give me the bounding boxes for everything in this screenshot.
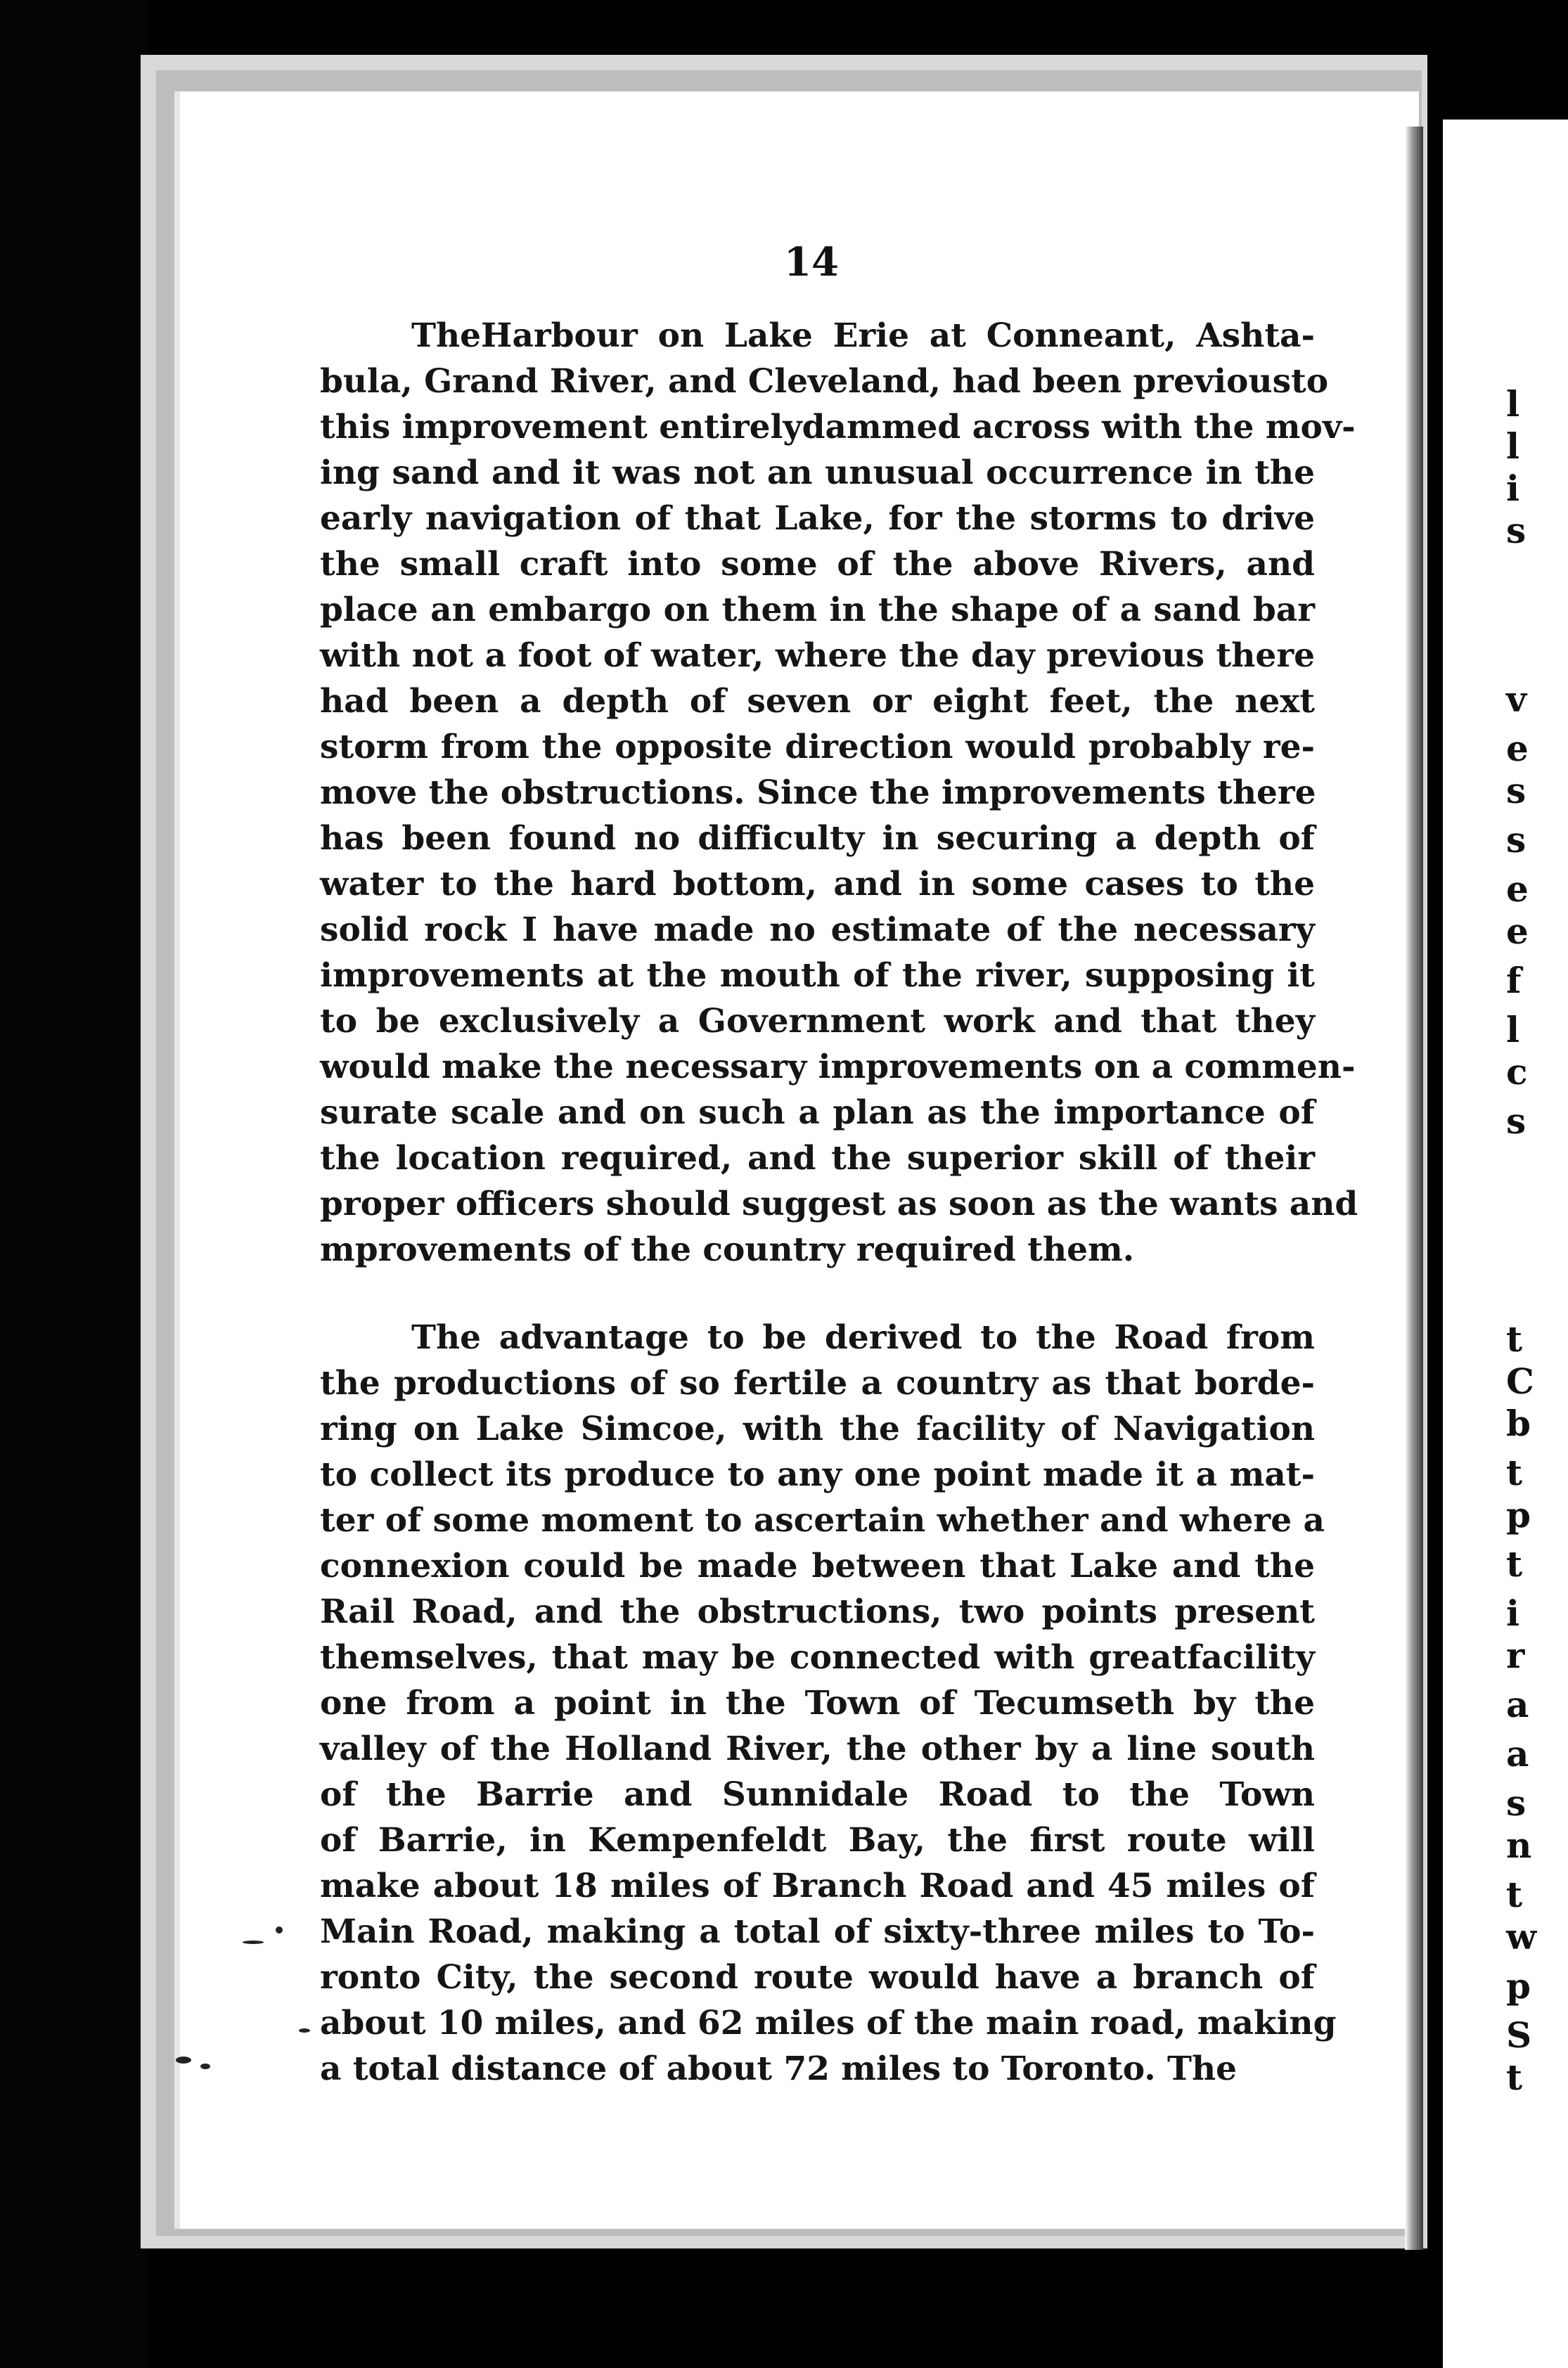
facing-page-letter: a: [1506, 1684, 1529, 1725]
text-line: The advantage to be derived to the Road from: [411, 1318, 1315, 1357]
facing-page-letter: S: [1506, 2014, 1532, 2056]
facing-page-letter: C: [1506, 1360, 1534, 1402]
text-line: the productions of so fertile a country as that borde-: [320, 1364, 1315, 1403]
facing-page-letter: t: [1506, 1452, 1523, 1493]
text-line: make about 18 miles of Branch Road and 45 miles of: [320, 1867, 1315, 1905]
text-line: about 10 miles, and 62 miles of the main road, making: [320, 2004, 1337, 2042]
facing-page-letter: l: [1506, 1009, 1519, 1050]
facing-page-letter: f: [1506, 960, 1522, 1001]
book-gutter: [1405, 127, 1423, 2250]
facing-page-letter: l: [1506, 425, 1519, 467]
text-line: solid rock I have made no estimate of the necessary: [320, 910, 1315, 949]
facing-page-letter: s: [1506, 1100, 1527, 1142]
text-line: valley of the Holland River, the other by a line south: [320, 1730, 1315, 1768]
text-line: to collect its produce to any one point made it a mat-: [320, 1455, 1315, 1494]
facing-page-letter: s: [1506, 770, 1527, 811]
text-line: to be exclusively a Government work and that they: [320, 1002, 1315, 1041]
facing-page-letter: b: [1506, 1403, 1531, 1444]
text-line: improvements at the mouth of the river, supposing it: [320, 956, 1315, 995]
paragraph: [320, 1315, 1337, 2092]
text-line: early navigation of that Lake, for the storms to drive: [320, 499, 1315, 538]
text-line: of the Barrie and Sunnidale Road to the Town: [320, 1775, 1315, 1814]
text-line: ter of some moment to ascertain whether and where a: [320, 1501, 1325, 1540]
text-line: surate scale and on such a plan as the importance of: [320, 1093, 1315, 1132]
text-line: connexion could be made between that Lake and the: [320, 1547, 1315, 1585]
paragraph: [320, 313, 1358, 1273]
text-line: ing sand and it was not an unusual occurrence in the: [320, 453, 1315, 492]
scan-background-left: [0, 0, 148, 2368]
text-line: bula, Grand River, and Cleveland, had been previousto: [320, 362, 1329, 401]
text-line: has been found no difficulty in securing a depth of: [320, 819, 1315, 858]
facing-page-letter: t: [1506, 1543, 1523, 1585]
text-line: place an embargo on them in the shape of a sand bar: [320, 591, 1315, 629]
text-line: TheHarbour on Lake Erie at Conneant, Ashta-: [411, 316, 1315, 355]
text-line: ronto City, the second route would have a branch of: [320, 1958, 1315, 1997]
page-body-text: [320, 313, 1358, 2092]
ink-speck: [299, 2028, 310, 2033]
text-line: ring on Lake Simcoe, with the facility of Navigation: [320, 1410, 1315, 1448]
facing-page-letter: e: [1506, 868, 1529, 910]
text-line: mprovements of the country required them.: [320, 1230, 1135, 1269]
text-line: had been a depth of seven or eight feet, the next: [320, 682, 1315, 721]
page-number: 14: [784, 239, 839, 285]
facing-page-letter: n: [1506, 1825, 1532, 1866]
paragraph-gap: [320, 1273, 1315, 1315]
facing-page-letter: t: [1506, 1318, 1523, 1360]
facing-page-letter: p: [1506, 1965, 1531, 2007]
text-line: proper officers should suggest as soon as the wants and: [320, 1185, 1358, 1223]
text-line: would make the necessary improvements on a commen-: [320, 1048, 1356, 1086]
facing-page-letter: i: [1506, 1592, 1519, 1634]
ink-speck: [243, 1941, 264, 1944]
text-line: themselves, that may be connected with greatfacility: [320, 1638, 1315, 1677]
text-line: the small craft into some of the above Rivers, and: [320, 545, 1315, 584]
text-line: this improvement entirelydammed across with the mov-: [320, 408, 1356, 446]
text-line: storm from the opposite direction would probably re-: [320, 728, 1315, 766]
facing-page-letter: e: [1506, 910, 1529, 952]
text-line: move the obstructions. Since the improvements there: [320, 773, 1316, 812]
facing-page-letter: p: [1506, 1494, 1531, 1536]
text-line: Main Road, making a total of sixty-three miles to To-: [320, 1912, 1315, 1951]
ink-speck: [176, 2057, 191, 2064]
facing-page-letter: t: [1506, 1874, 1523, 1915]
facing-page-letter: a: [1506, 1733, 1529, 1775]
text-line: of Barrie, in Kempenfeldt Bay, the first route will: [320, 1821, 1315, 1860]
facing-page-letter: c: [1506, 1051, 1528, 1093]
text-line: one from a point in the Town of Tecumseth by the: [320, 1684, 1315, 1723]
facing-page-letter: s: [1506, 819, 1527, 861]
facing-page-letter: w: [1506, 1916, 1537, 1957]
text-line: with not a foot of water, where the day previous there: [320, 636, 1315, 675]
facing-page-letter: r: [1506, 1635, 1525, 1676]
facing-page-letter: e: [1506, 728, 1529, 769]
facing-page-letter: i: [1506, 468, 1519, 509]
ink-speck: [276, 1926, 283, 1933]
facing-page-letter: t: [1506, 2057, 1523, 2098]
facing-page-letter: l: [1506, 383, 1519, 425]
text-line: the location required, and the superior skill of their: [320, 1139, 1315, 1178]
text-line: Rail Road, and the obstructions, two points present: [320, 1592, 1315, 1631]
text-line: water to the hard bottom, and in some cases to the: [320, 865, 1315, 903]
facing-page-letter: s: [1506, 1782, 1527, 1824]
facing-page-letter: s: [1506, 510, 1527, 551]
facing-page-letter: v: [1506, 678, 1527, 720]
facing-page-edge: [1443, 120, 1568, 2368]
ink-speck: [200, 2064, 210, 2069]
text-line: a total distance of about 72 miles to Toronto. The: [320, 2050, 1238, 2088]
